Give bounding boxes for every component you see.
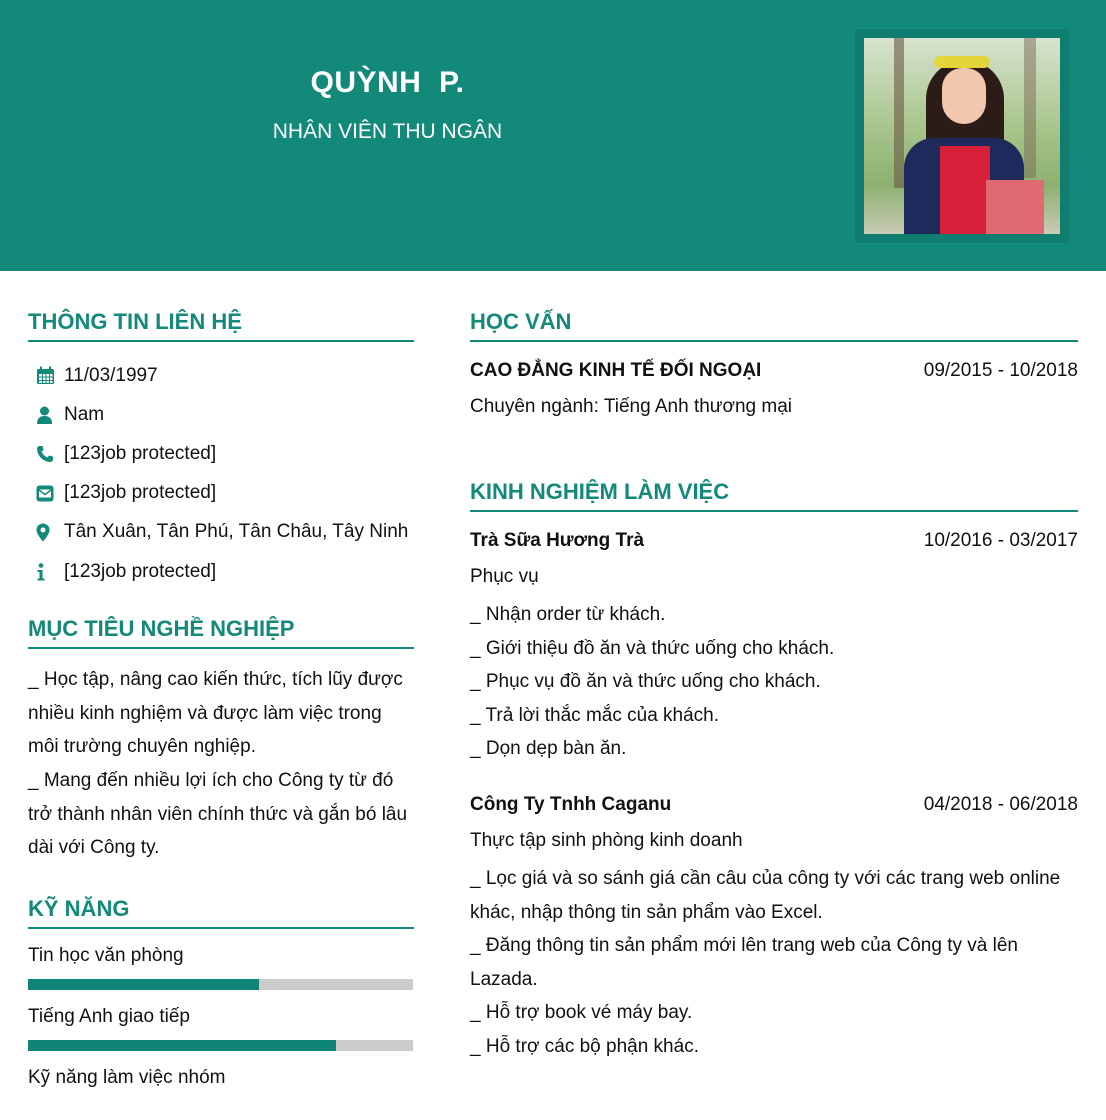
duty-item: _ Nhận order từ khách. (470, 604, 666, 625)
skill-bar-track (28, 1040, 413, 1051)
experience-dates: 04/2018 - 06/2018 (923, 793, 1078, 815)
experience-position: Phục vụ (470, 566, 539, 587)
company-name: Công Ty Tnhh Caganu (470, 793, 672, 815)
map-marker-icon (28, 523, 64, 542)
right-column (470, 308, 1078, 1064)
contact-item-birthdate (28, 356, 414, 395)
education-section (470, 308, 1078, 418)
education-dates: 09/2015 - 10/2018 (923, 360, 1078, 381)
duty-item: _ Dọn dẹp bàn ăn. (470, 738, 627, 760)
objective-line: _ Học tập, nâng cao kiến thức, tích lũy được nhiều kinh nghiệm và được làm việc trong môi trường chuyên nghiệp. (28, 669, 403, 758)
user-icon (28, 406, 64, 424)
duty-item: _ Đăng thông tin sản phẩm mới lên trang web của Công ty và lên Lazada. (470, 935, 1018, 990)
section-title-contact: THÔNG TIN LIÊN HỆ (28, 308, 414, 342)
education-major: Chuyên ngành: Tiếng Anh thương mại (470, 396, 793, 417)
contact-item-address (28, 513, 414, 552)
experience-duties (470, 862, 1078, 1064)
skills-section (28, 895, 414, 1091)
info-icon (28, 563, 64, 581)
contact-list (28, 356, 414, 591)
phone-link[interactable]: [123job protected] (64, 442, 217, 464)
profile-photo (864, 38, 1060, 234)
duty-item: _ Hỗ trợ các bộ phận khác. (470, 1035, 699, 1057)
duty-item: _ Giới thiệu đồ ăn và thức uống cho khách. (470, 637, 835, 659)
contact-item-phone (28, 434, 414, 473)
phone-icon (28, 445, 64, 463)
experience-entry-header (470, 530, 1078, 552)
skills-list (28, 943, 414, 1091)
skill-item (28, 1004, 414, 1051)
profile-photo-frame (855, 29, 1069, 243)
duty-item: _ Phục vụ đồ ăn và thức uống cho khách. (470, 671, 821, 693)
job-title: NHÂN VIÊN THU NGÂN (272, 120, 503, 143)
experience-entry-header (470, 794, 1078, 816)
skill-label: Tiếng Anh giao tiếp (28, 1005, 190, 1027)
experience-dates: 10/2016 - 03/2017 (923, 530, 1078, 551)
contact-item-email (28, 474, 414, 513)
skill-label: Kỹ năng làm việc nhóm (28, 1066, 226, 1088)
education-entry (470, 360, 1078, 418)
cv-header (0, 0, 1106, 271)
skill-label: Tin học văn phòng (28, 944, 184, 966)
experience-duties (470, 598, 1078, 766)
duty-item: _ Trả lời thắc mắc của khách. (470, 704, 720, 726)
section-title-objective: MỤC TIÊU NGHỀ NGHIỆP (28, 615, 414, 649)
birthdate-value: 11/03/1997 (64, 364, 158, 386)
school-name: CAO ĐẲNG KINH TẾ ĐỐI NGOẠI (470, 360, 762, 381)
skill-bar-fill (28, 979, 259, 990)
duty-item: _ Lọc giá và so sánh giá cần câu của công ty với các trang web online khác, nhập thông tin sản phẩm vào Excel. (470, 867, 1061, 923)
skill-bar-fill (28, 1040, 336, 1051)
envelope-icon (28, 485, 64, 502)
contact-item-gender (28, 395, 414, 434)
candidate-name: QUỲNH P. (310, 66, 465, 99)
email-link[interactable]: [123job protected] (64, 482, 217, 504)
company-name: Trà Sữa Hương Trà (470, 530, 645, 551)
section-title-skills: KỸ NĂNG (28, 895, 414, 929)
address-value: Tân Xuân, Tân Phú, Tân Châu, Tây Ninh (64, 521, 409, 543)
contact-section (28, 308, 414, 591)
education-entry-header (470, 360, 1078, 382)
experience-entry (470, 530, 1078, 766)
duty-item: _ Hỗ trợ book vé máy bay. (470, 1002, 693, 1024)
skill-item (28, 943, 414, 990)
info-value: [123job protected] (64, 560, 217, 582)
experience-section (470, 478, 1078, 1064)
objective-section (28, 615, 414, 865)
section-title-education: HỌC VẤN (470, 308, 1078, 342)
left-column (28, 308, 414, 1091)
experience-position: Thực tập sinh phòng kinh doanh (470, 829, 743, 851)
experience-entry (470, 794, 1078, 1064)
skill-bar-track (28, 979, 413, 990)
skill-item (28, 1065, 414, 1091)
gender-value: Nam (64, 403, 105, 425)
objective-text (28, 663, 414, 865)
objective-line: _ Mang đến nhiều lợi ích cho Công ty từ đó trở thành nhân viên chính thức và gắn bó lâu dài với Công ty. (28, 769, 408, 859)
calendar-icon (28, 366, 64, 385)
section-title-experience: KINH NGHIỆM LÀM VIỆC (470, 478, 1078, 512)
contact-item-info (28, 552, 414, 591)
